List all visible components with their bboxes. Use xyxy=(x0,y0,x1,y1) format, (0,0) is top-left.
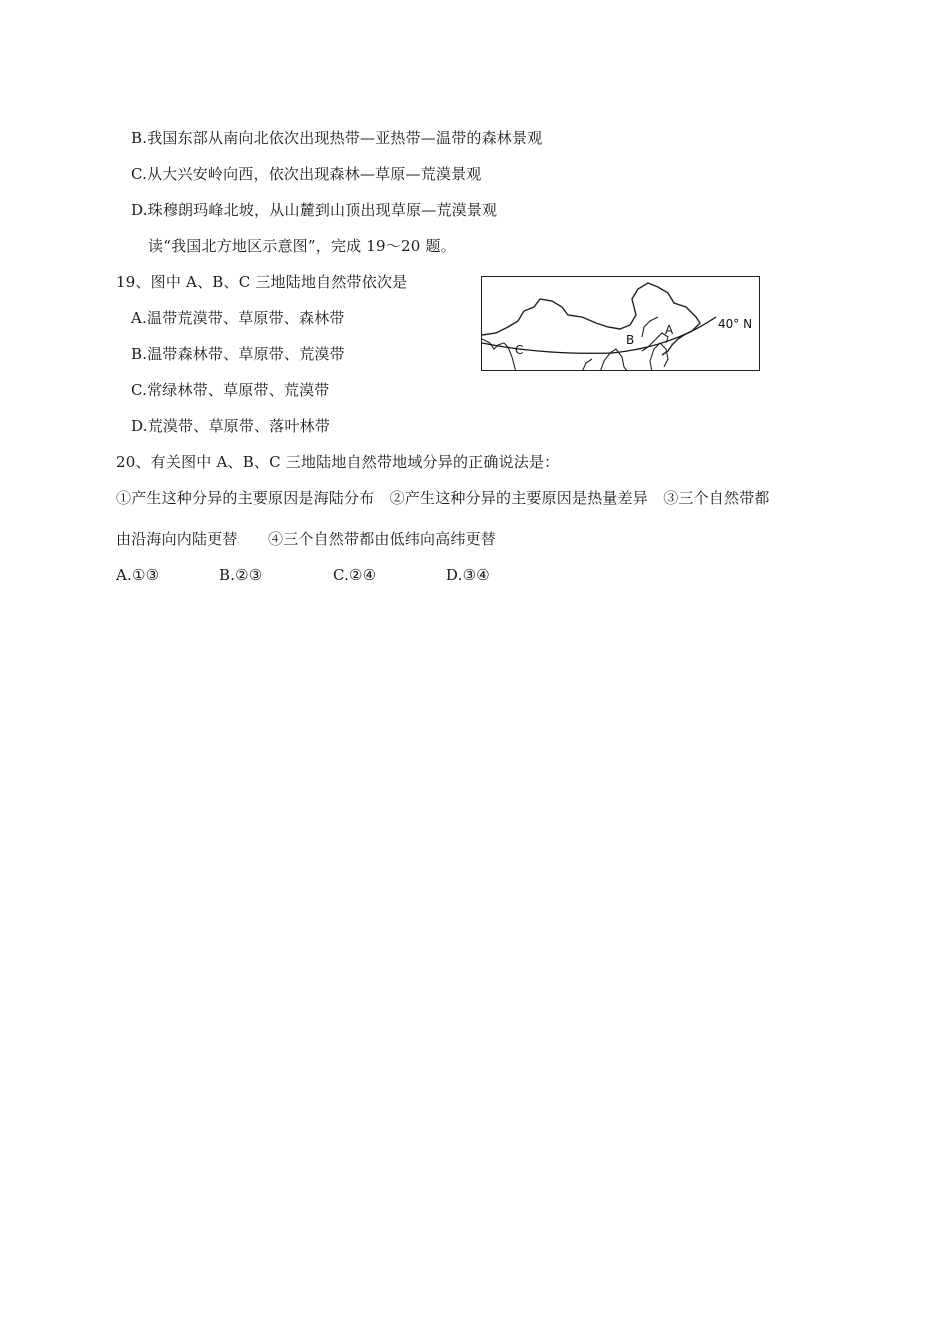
q20-answer-c: C.②④ xyxy=(332,566,377,584)
province-line-north xyxy=(642,317,658,337)
q19-option-b: B.温带森林带、草原带、荒漠带 xyxy=(131,345,345,363)
q20-stem: 20、有关图中 A、B、C 三地陆地自然带地域分异的正确说法是： xyxy=(116,453,560,471)
q18-option-b: B.我国东部从南向北依次出现热带—亚热带—温带的森林景观 xyxy=(131,129,543,147)
q19-option-d: D.荒漠带、草原带、落叶林带 xyxy=(131,417,331,435)
q20-answer-d: D.③④ xyxy=(445,566,490,584)
q19-stem: 19、图中 A、B、C 三地陆地自然带依次是 xyxy=(116,273,408,291)
q20-statements-line2: 由沿海向内陆更替 ④三个自然带都由低纬向高纬更替 xyxy=(116,530,497,548)
map-label-a: A xyxy=(665,323,674,337)
q20-statements-line1: ①产生这种分异的主要原因是海陆分布 ②产生这种分异的主要原因是热量差异 ③三个自然带都 xyxy=(116,489,770,507)
north-china-map xyxy=(481,276,760,371)
reading-prompt: 读“我国北方地区示意图”，完成 19～20 题。 xyxy=(148,237,456,255)
q20-answers xyxy=(116,565,490,585)
q18-option-c: C.从大兴安岭向西，依次出现森林—草原—荒漠景观 xyxy=(131,165,482,183)
q19-option-c: C.常绿林带、草原带、荒漠带 xyxy=(131,381,330,399)
q20-answer-a: A.①③ xyxy=(116,566,160,584)
province-line-east xyxy=(650,343,668,371)
map-label-b: B xyxy=(626,333,635,347)
q19-option-a: A.温带荒漠带、草原带、森林带 xyxy=(131,309,345,327)
q20-answer-b: B.②③ xyxy=(218,566,263,584)
map-label-latitude: 40° N xyxy=(718,317,753,331)
province-line-south xyxy=(582,359,592,371)
map-label-c: C xyxy=(515,343,524,357)
q18-option-d: D.珠穆朗玛峰北坡，从山麓到山顶出现草原—荒漠景观 xyxy=(131,201,498,219)
